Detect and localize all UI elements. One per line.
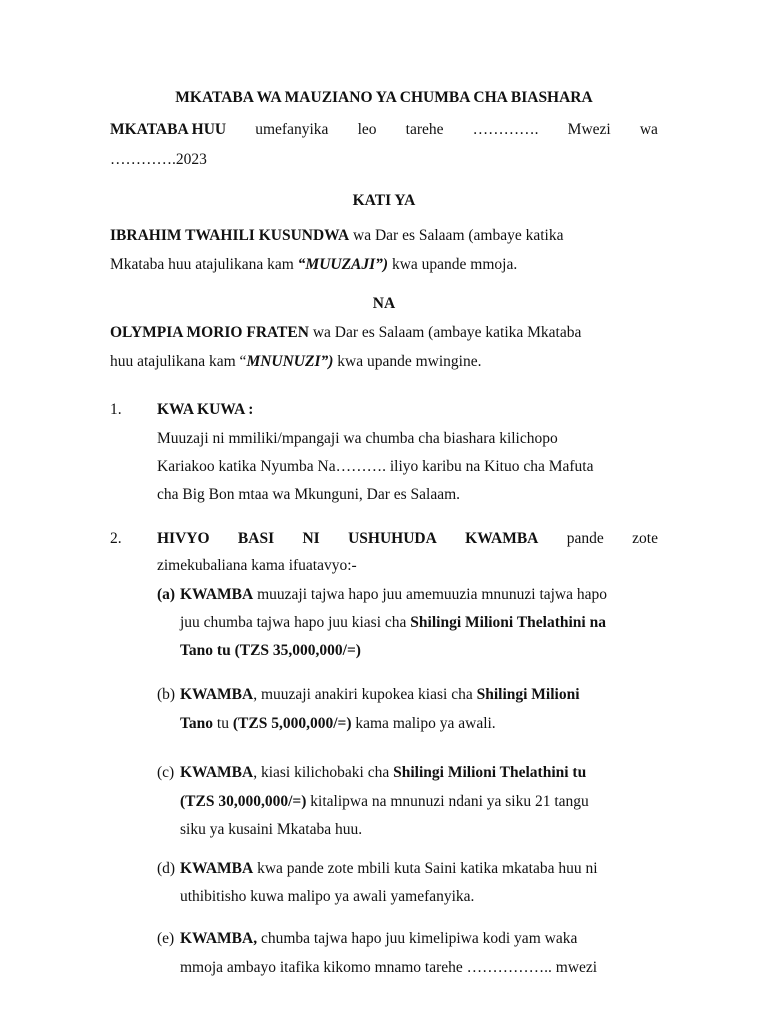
item-d-label: (d) xyxy=(157,860,176,877)
item-e-label: (e) xyxy=(157,930,175,947)
document-title: MKATABA WA MAUZIANO YA CHUMBA CHA BIASHARA xyxy=(175,89,593,106)
party2-role: MNUNUZI”) xyxy=(246,353,334,370)
party1-line-1: IBRAHIM TWAHILI KUSUNDWA wa Dar es Salaam (ambaye katika xyxy=(110,227,564,244)
section2-heading-line: HIVYO BASI NI USHUHUDA KWAMBA pande zote xyxy=(157,530,658,547)
party2-line-1: OLYMPIA MORIO FRATEN wa Dar es Salaam (ambaye katika Mkataba xyxy=(110,324,582,341)
party2-name: OLYMPIA MORIO FRATEN xyxy=(110,324,309,341)
party1-name: IBRAHIM TWAHILI KUSUNDWA xyxy=(110,227,350,244)
party1-line-2: Mkataba huu atajulikana kam “MUUZAJI”) kwa upande mmoja. xyxy=(110,256,518,273)
na-heading: NA xyxy=(372,295,396,312)
item-b-label: (b) xyxy=(157,686,176,703)
item-c-line-2: (TZS 30,000,000/=) kitalipwa na mnunuzi ndani ya siku 21 tangu xyxy=(180,793,589,810)
kati-ya-heading: KATI YA xyxy=(352,192,416,209)
item-b-line-2: Tano tu (TZS 5,000,000/=) kama malipo ya awali. xyxy=(180,715,496,732)
section1-line-1: Muuzaji ni mmiliki/mpangaji wa chumba cha biashara kilichopo xyxy=(157,430,558,447)
item-b-line-1: KWAMBA, muuzaji anakiri kupokea kiasi cha Shilingi Milioni xyxy=(180,686,580,703)
item-c-line-1: KWAMBA, kiasi kilichobaki cha Shilingi Milioni Thelathini tu xyxy=(180,764,587,781)
item-a-label: (a) xyxy=(157,586,176,603)
item-c-line-3: siku ya kusaini Mkataba huu. xyxy=(180,821,363,838)
item-e-line-1: KWAMBA, chumba tajwa hapo juu kimelipiwa kodi yam waka xyxy=(180,930,578,947)
party1-role: “MUUZAJI”) xyxy=(297,256,389,273)
section2-number: 2. xyxy=(110,530,122,547)
item-c-label: (c) xyxy=(157,764,175,781)
item-a-line-3: Tano tu (TZS 35,000,000/=) xyxy=(180,642,361,659)
section2-line-2: zimekubaliana kama ifuatavyo:- xyxy=(157,557,357,574)
intro-line-2: ………….2023 xyxy=(110,151,207,168)
section1-line-2: Kariakoo katika Nyumba Na………. iliyo karibu na Kituo cha Mafuta xyxy=(157,458,594,475)
item-d-line-2: uthibitisho kuwa malipo ya awali yamefanyika. xyxy=(180,888,475,905)
party2-line-2: huu atajulikana kam “MNUNUZI”) kwa upande mwingine. xyxy=(110,353,482,370)
item-a-line-2: juu chumba tajwa hapo juu kiasi cha Shilingi Milioni Thelathini na xyxy=(180,614,606,631)
item-e-line-2: mmoja ambayo itafika kikomo mnamo tarehe …………….. mwezi xyxy=(180,959,598,976)
section1-number: 1. xyxy=(110,401,122,418)
item-d-line-1: KWAMBA kwa pande zote mbili kuta Saini katika mkataba huu ni xyxy=(180,860,598,877)
section1-heading: KWA KUWA : xyxy=(157,401,254,418)
section1-line-3: cha Big Bon mtaa wa Mkunguni, Dar es Salaam. xyxy=(157,486,461,503)
intro-line-1: MKATABA HUU umefanyika leo tarehe …………. Mwezi wa xyxy=(110,121,658,138)
item-a-line-1: KWAMBA muuzaji tajwa hapo juu amemuuzia mnunuzi tajwa hapo xyxy=(180,586,608,603)
